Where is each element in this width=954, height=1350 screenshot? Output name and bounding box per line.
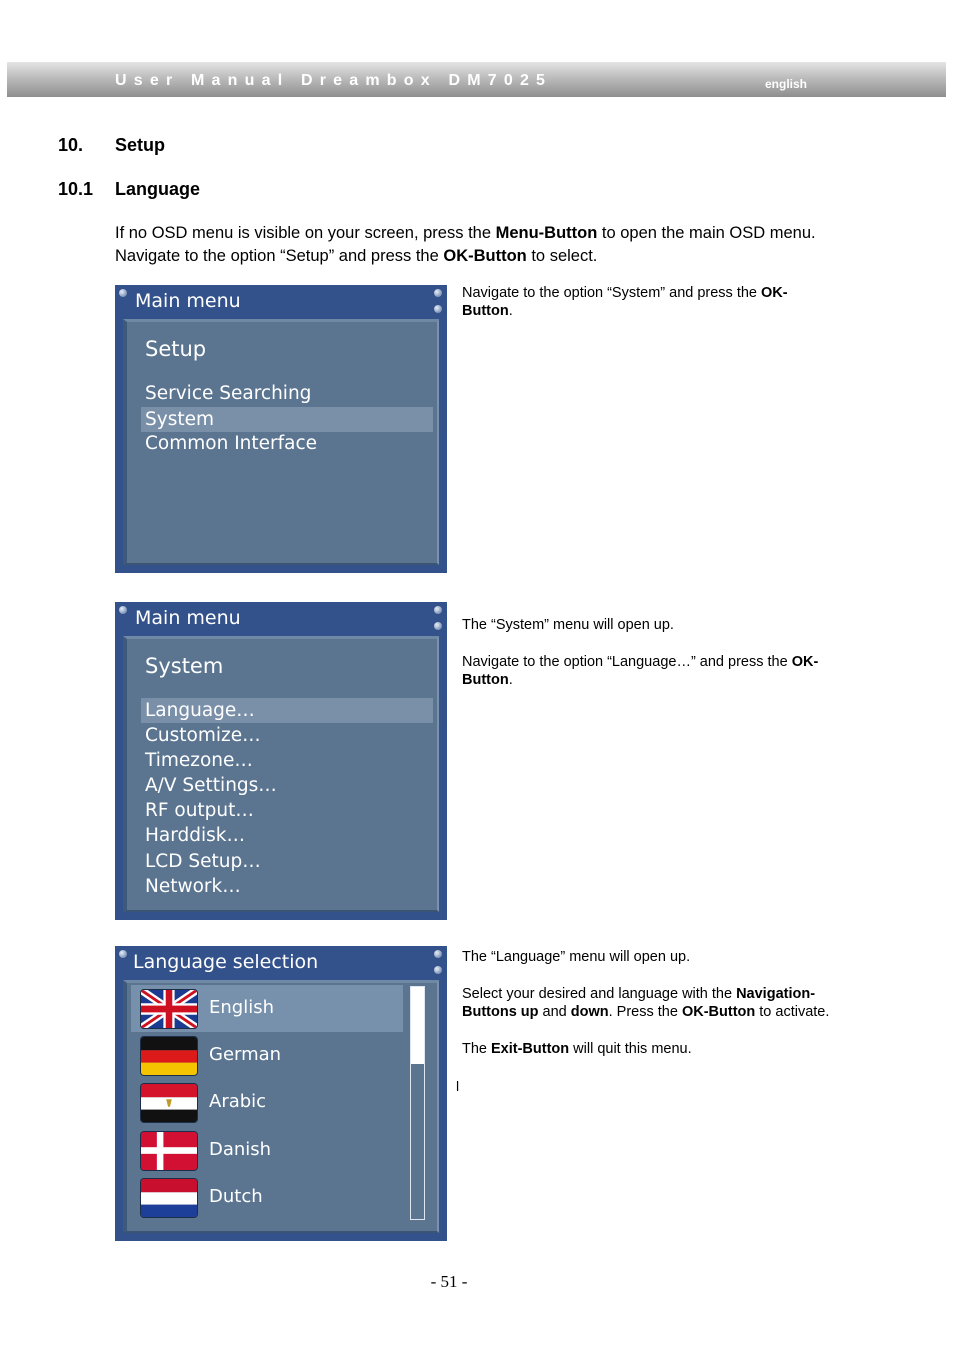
- language-label: English: [209, 997, 274, 1018]
- netherlands-flag-icon: [141, 1179, 197, 1217]
- language-item-german[interactable]: [131, 1032, 403, 1079]
- germany-flag-icon: [141, 1037, 197, 1075]
- menu-item-lcd-setup[interactable]: LCD Setup…: [145, 851, 261, 872]
- osd-screen-system: [115, 602, 447, 920]
- screw-icon: [434, 289, 442, 297]
- menu-item-customize[interactable]: Customize…: [145, 725, 261, 746]
- screw-icon: [434, 622, 442, 630]
- stray-mark: l: [456, 1078, 460, 1094]
- description-system: Navigate to the option “System” and press the OK-Button.: [462, 285, 788, 319]
- subsection-title: Language: [115, 179, 201, 199]
- menu-item-harddisk[interactable]: Harddisk…: [145, 825, 246, 846]
- header-bar: [7, 62, 946, 97]
- language-list-panel: [123, 980, 439, 1233]
- intro-paragraph: If no OSD menu is visible on your screen, press the Menu-Button to open the main OSD menu. Navigate to the option “Setup” and press the OK-Button to select.: [115, 224, 816, 265]
- menu-item-system[interactable]: System: [141, 407, 433, 432]
- osd-menu-subtitle: Setup: [145, 337, 207, 361]
- language-item-danish[interactable]: [131, 1127, 403, 1174]
- language-label: Dutch: [209, 1186, 263, 1207]
- osd-window-title: Main menu: [135, 290, 241, 312]
- menu-item-rf-output[interactable]: RF output…: [145, 800, 254, 821]
- osd-screen-setup: [115, 285, 447, 573]
- osd-screen-language-selection: [115, 946, 447, 1241]
- screw-icon: [119, 289, 127, 297]
- denmark-flag-icon: [141, 1132, 197, 1170]
- screw-icon: [119, 606, 127, 614]
- screw-icon: [119, 950, 127, 958]
- language-label: Arabic: [209, 1091, 267, 1112]
- menu-item-timezone[interactable]: Timezone…: [145, 750, 253, 771]
- screw-icon: [434, 305, 442, 313]
- section-title: Setup: [115, 135, 166, 155]
- menu-item-service-searching[interactable]: Service Searching: [145, 383, 312, 404]
- menu-item-network[interactable]: Network…: [145, 876, 241, 897]
- osd-window-title: Language selection: [133, 951, 319, 973]
- menu-item-common-interface[interactable]: Common Interface: [145, 433, 318, 454]
- menu-item-language[interactable]: Language…: [141, 698, 433, 723]
- header-language: english: [765, 77, 808, 91]
- language-item-dutch[interactable]: [131, 1174, 403, 1221]
- menu-item-av-settings[interactable]: A/V Settings…: [145, 775, 277, 796]
- egypt-flag-icon: [141, 1084, 197, 1122]
- osd-menu-panel: [123, 319, 439, 565]
- osd-window-title: Main menu: [135, 607, 241, 629]
- section-number: 10.: [58, 135, 84, 155]
- description-language-selection: The “Language” menu will open up. Select your desired and language with the Navigation-Buttons up and down. Press the OK-Button to activate. The Exit-Button will quit this menu.: [462, 949, 830, 1057]
- uk-flag-icon: [141, 990, 197, 1028]
- page-number: - 51 -: [430, 1272, 468, 1291]
- language-item-arabic[interactable]: [131, 1079, 403, 1126]
- description-language: The “System” menu will open up. Navigate to the option “Language…” and press the OK-Button.: [462, 617, 819, 688]
- language-label: German: [209, 1044, 282, 1065]
- screw-icon: [434, 606, 442, 614]
- screw-icon: [434, 950, 442, 958]
- screw-icon: [434, 966, 442, 974]
- language-label: Danish: [209, 1139, 272, 1160]
- scrollbar-thumb[interactable]: [411, 987, 424, 1064]
- language-list-scrollbar[interactable]: [410, 986, 425, 1220]
- subsection-number: 10.1: [58, 179, 94, 199]
- language-item-english[interactable]: [131, 985, 403, 1032]
- osd-menu-panel: [123, 636, 439, 912]
- header-title: User Manual Dreambox DM7025: [115, 72, 553, 89]
- osd-menu-subtitle: System: [145, 654, 224, 678]
